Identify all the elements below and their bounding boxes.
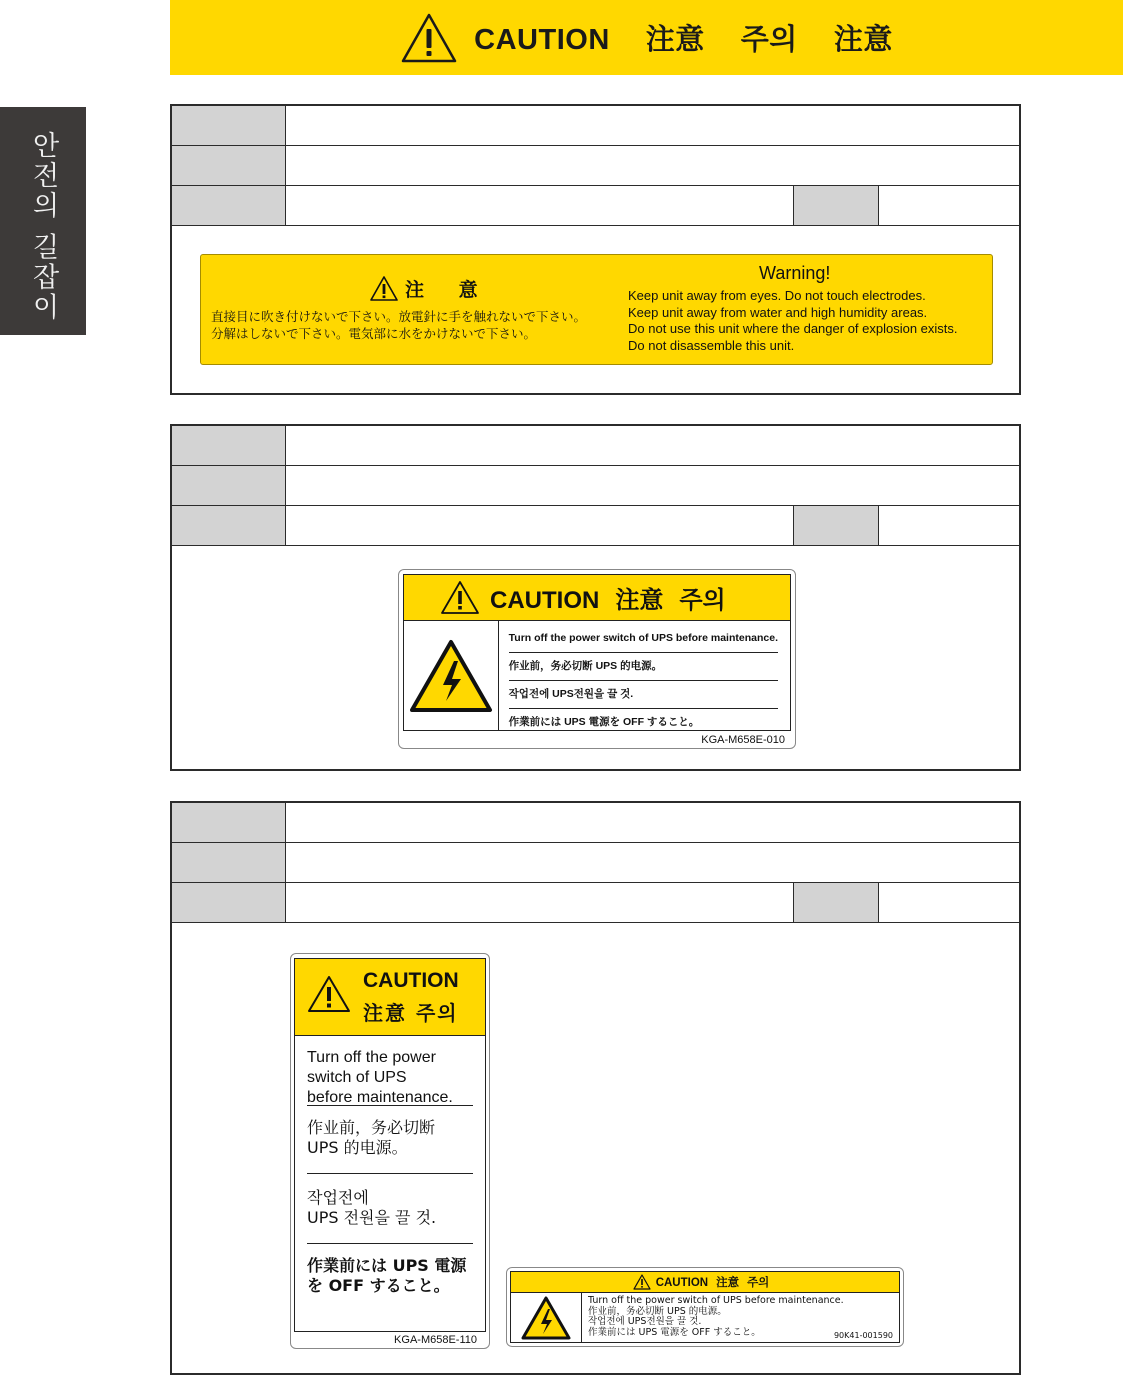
jp-line: を OFF すること。 bbox=[307, 1276, 450, 1295]
warning-triangle-icon bbox=[440, 580, 480, 615]
warning-triangle-icon bbox=[369, 275, 399, 302]
info-value-cell bbox=[286, 186, 794, 225]
side-tab-label: 안전의 길잡이 bbox=[27, 131, 59, 323]
en-line: Do not use this unit where the danger of explosion exists. bbox=[628, 321, 958, 336]
info-value-cell bbox=[286, 883, 794, 922]
shock-box bbox=[404, 621, 499, 730]
banner-caution-en: CAUTION bbox=[474, 24, 610, 56]
label-line: 작업전에 UPS전원을 끌 것. bbox=[509, 681, 778, 709]
info-label-cell bbox=[172, 883, 286, 922]
label-line: Turn off the power switch of UPS before maintenance. bbox=[588, 1295, 844, 1306]
jp-block bbox=[307, 1244, 473, 1311]
label-section-3 bbox=[170, 801, 1021, 1375]
shock-box bbox=[511, 1293, 582, 1343]
part-code: KGA-M658E-110 bbox=[394, 1334, 477, 1346]
label-line: 作业前，务必切断 UPS 的电源。 bbox=[509, 653, 778, 681]
jp-line: 直接目に吹き付けないで下さい。放電針に手を触れないで下さい。 bbox=[211, 309, 587, 324]
info-label-cell bbox=[172, 106, 286, 145]
jp-title: 注 意 bbox=[405, 279, 492, 301]
label-heading-text bbox=[656, 1274, 778, 1290]
heading-en: CAUTION bbox=[655, 1277, 709, 1289]
label-lines bbox=[582, 1293, 899, 1343]
info-row bbox=[172, 506, 1019, 546]
jp-line: 分解はしないで下さい。電気部に水をかけないで下さい。 bbox=[211, 326, 537, 341]
info-value-cell bbox=[286, 843, 1019, 882]
heading-cn: 注意 bbox=[716, 1277, 740, 1289]
en-line: Do not disassemble this unit. bbox=[628, 337, 795, 353]
heading-cjk: 注意 주의 bbox=[363, 1001, 459, 1025]
en-title: Warning! bbox=[759, 263, 831, 283]
heading-en: CAUTION bbox=[363, 969, 459, 992]
info-label-cell bbox=[172, 146, 286, 185]
info-row bbox=[172, 186, 1019, 226]
info-value-cell bbox=[286, 506, 794, 545]
label-line: 작업전에 UPS전원을 끌 것. bbox=[588, 1316, 702, 1327]
heading-en: CAUTION bbox=[490, 587, 600, 614]
en-block bbox=[307, 1036, 473, 1106]
part-code: KGA-M658E-010 bbox=[701, 734, 785, 746]
electric-shock-icon bbox=[409, 639, 493, 713]
info-value-cell bbox=[286, 466, 1019, 505]
label-frame bbox=[294, 958, 486, 1332]
en-line: Keep unit away from water and high humidity areas. bbox=[628, 304, 928, 320]
info-value-cell bbox=[286, 803, 1019, 842]
caution-banner bbox=[170, 0, 1123, 75]
label-section-2 bbox=[170, 424, 1021, 771]
heading-kr: 주의 bbox=[747, 1277, 770, 1289]
info-label-cell bbox=[794, 186, 879, 225]
info-label-cell bbox=[172, 426, 286, 465]
info-label-cell bbox=[172, 843, 286, 882]
info-label-cell bbox=[172, 186, 286, 225]
kr-line: 작업전에 bbox=[307, 1188, 369, 1207]
en-text bbox=[628, 288, 958, 354]
info-value-cell bbox=[286, 426, 1019, 465]
label-line: Turn off the power switch of UPS before maintenance. bbox=[509, 625, 778, 653]
caution-label-ups bbox=[398, 569, 796, 749]
info-row bbox=[172, 803, 1019, 843]
banner-caution-cn: 注意 bbox=[645, 24, 705, 56]
side-tab bbox=[0, 107, 86, 335]
kr-line: UPS 전원을 끌 것. bbox=[307, 1208, 437, 1227]
info-value-cell bbox=[879, 506, 1019, 545]
info-label-cell bbox=[794, 883, 879, 922]
caution-label-tall bbox=[290, 953, 490, 1349]
warning-triangle-icon bbox=[633, 1274, 651, 1290]
heading-cn: 注意 bbox=[615, 587, 664, 614]
info-row bbox=[172, 146, 1019, 186]
en-line: Keep unit away from eyes. Do not touch electrodes. bbox=[628, 288, 926, 303]
info-label-cell bbox=[172, 506, 286, 545]
info-label-cell bbox=[172, 466, 286, 505]
warning-triangle-icon bbox=[307, 975, 351, 1013]
en-line: Turn off the power bbox=[307, 1049, 436, 1066]
label-section-1 bbox=[170, 104, 1021, 395]
heading-kr: 주의 bbox=[679, 587, 726, 614]
info-value-cell bbox=[286, 106, 1019, 145]
label-line: 作業前には UPS 電源を OFF すること。 bbox=[508, 716, 700, 728]
cn-line: UPS 的电源。 bbox=[307, 1138, 408, 1157]
warning-label-jp-en bbox=[200, 254, 993, 365]
jp-line: 作業前には UPS 電源 bbox=[307, 1256, 467, 1275]
info-label-cell bbox=[794, 506, 879, 545]
label-heading bbox=[295, 959, 485, 1036]
part-code: 90K41-001590 bbox=[833, 1330, 893, 1340]
info-row bbox=[172, 106, 1019, 146]
label-body bbox=[404, 621, 790, 730]
label-heading bbox=[404, 575, 790, 621]
cn-line: 作业前，务必切断 bbox=[307, 1118, 436, 1137]
electric-shock-icon bbox=[521, 1296, 571, 1340]
info-row bbox=[172, 466, 1019, 506]
label-heading bbox=[511, 1272, 899, 1293]
label-lines bbox=[499, 621, 790, 730]
caution-label-small bbox=[506, 1267, 904, 1347]
banner-caution-jp: 注意 bbox=[833, 24, 893, 56]
label-frame bbox=[403, 574, 791, 731]
info-row bbox=[172, 843, 1019, 883]
en-line: switch of UPS bbox=[307, 1069, 407, 1086]
cn-block bbox=[307, 1106, 473, 1174]
info-row bbox=[172, 883, 1019, 923]
info-row bbox=[172, 426, 1019, 466]
kr-block bbox=[307, 1174, 473, 1244]
jp-text bbox=[211, 308, 586, 342]
en-line: before maintenance. bbox=[307, 1089, 453, 1106]
info-value-cell bbox=[286, 146, 1019, 185]
label-body bbox=[511, 1293, 899, 1343]
info-value-cell bbox=[879, 186, 1019, 225]
label-line: 作业前，务必切断 UPS 的电源。 bbox=[588, 1305, 727, 1317]
warning-triangle-icon bbox=[400, 12, 458, 64]
banner-title bbox=[474, 17, 893, 58]
label-frame bbox=[510, 1271, 900, 1343]
jp-heading bbox=[369, 275, 492, 302]
info-value-cell bbox=[879, 883, 1019, 922]
banner-caution-kr: 주의 bbox=[740, 24, 798, 56]
label-heading-text bbox=[490, 580, 742, 615]
info-label-cell bbox=[172, 803, 286, 842]
label-line: 作業前には UPS 電源を OFF すること。 bbox=[588, 1326, 761, 1338]
